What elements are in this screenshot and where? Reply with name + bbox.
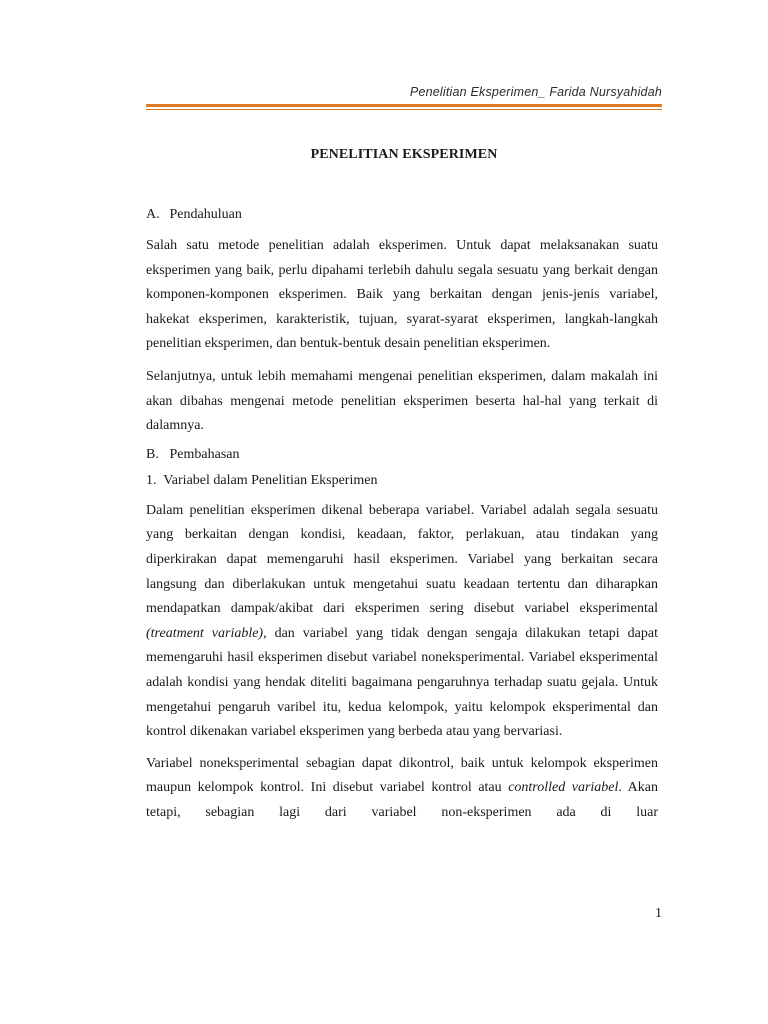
section-a-heading <box>146 206 658 224</box>
p2-text-b: . Akan tetapi, sebagian lagi dari variabel non-eksperimen ada di luar <box>146 780 658 820</box>
running-header: Penelitian Eksperimen_ Farida Nursyahidah <box>409 85 662 99</box>
p2-italic-term: controlled variabel <box>508 780 619 796</box>
section-b-number: B. <box>146 446 159 462</box>
variabel-paragraph-2 <box>146 752 658 826</box>
p1-text-a: Dalam penelitian eksperimen dikenal beberapa variabel. Variabel adalah segala sesuatu yang berkaitan dengan kondisi, keadaan, faktor, perlakuan, atau tindakan yang diperkirakan dapat memengaruhi hasil eksperimen. Variabel yang berkaitan secara langsung dan diberlakukan untuk mengetahui suatu keadaan tertentu dan diharapkan mendapatkan dampak/akibat dari eksperimen sering disebut variabel eksperimental <box>146 502 658 617</box>
p2-text-a: Variabel noneksperimental sebagian dapat dikontrol, baik untuk kelompok eksperimen maupun kelompok kontrol. Ini disebut variabel kontrol atau <box>146 755 658 796</box>
header-rule-thin <box>146 109 662 110</box>
header-rule <box>146 104 662 107</box>
section-b-title: Pembahasan <box>169 446 240 462</box>
page-number: 1 <box>655 906 662 921</box>
intro-paragraph-2: Selanjutnya, untuk lebih memahami mengenai penelitian eksperimen, dalam makalah ini akan dibahas mengenai metode penelitian eksperimen beserta hal-hal yang terkait di dalamnya. <box>146 368 658 434</box>
variabel-paragraph-1 <box>146 499 658 745</box>
subsection-1-number: 1. <box>146 472 157 488</box>
document-body <box>146 206 658 825</box>
section-a-title: Pendahuluan <box>169 207 242 222</box>
p1-text-b: , dan variabel yang tidak dengan sengaja dilakukan tetapi dapat memengaruhi hasil eksperimen disebut variabel noneksperimental. Variabel eksperimental adalah kondisi yang hendak diteliti bagaimana pengaruhnya terhadap suatu gejala. Untuk mengetahui pengaruh varibel itu, kedua kelompok, yaitu kelompok eksperimental dan kontrol dikenakan variabel eksperimen yang berbeda atau yang bervariasi. <box>146 625 658 740</box>
p1-italic-term: (treatment variable) <box>146 625 264 641</box>
section-a-number: A. <box>146 207 160 222</box>
section-b-heading <box>146 446 658 464</box>
subsection-1-heading <box>146 472 658 490</box>
intro-paragraph-1: Salah satu metode penelitian adalah eksperimen. Untuk dapat melaksanakan suatu eksperimen yang baik, perlu dipahami terlebih dahulu segala sesuatu yang berkait dengan komponen-komponen eksperimen. Baik yang berkaitan dengan jenis-jenis variabel, hakekat eksperimen, karakteristik, tujuan, syarat-syarat eksperimen, langkah-langkah penelitian eksperimen, dan bentuk-bentuk desain penelitian eksperimen. <box>146 238 658 352</box>
subsection-1-title: Variabel dalam Penelitian Eksperimen <box>163 472 378 488</box>
document-title: PENELITIAN EKSPERIMEN <box>310 147 498 162</box>
